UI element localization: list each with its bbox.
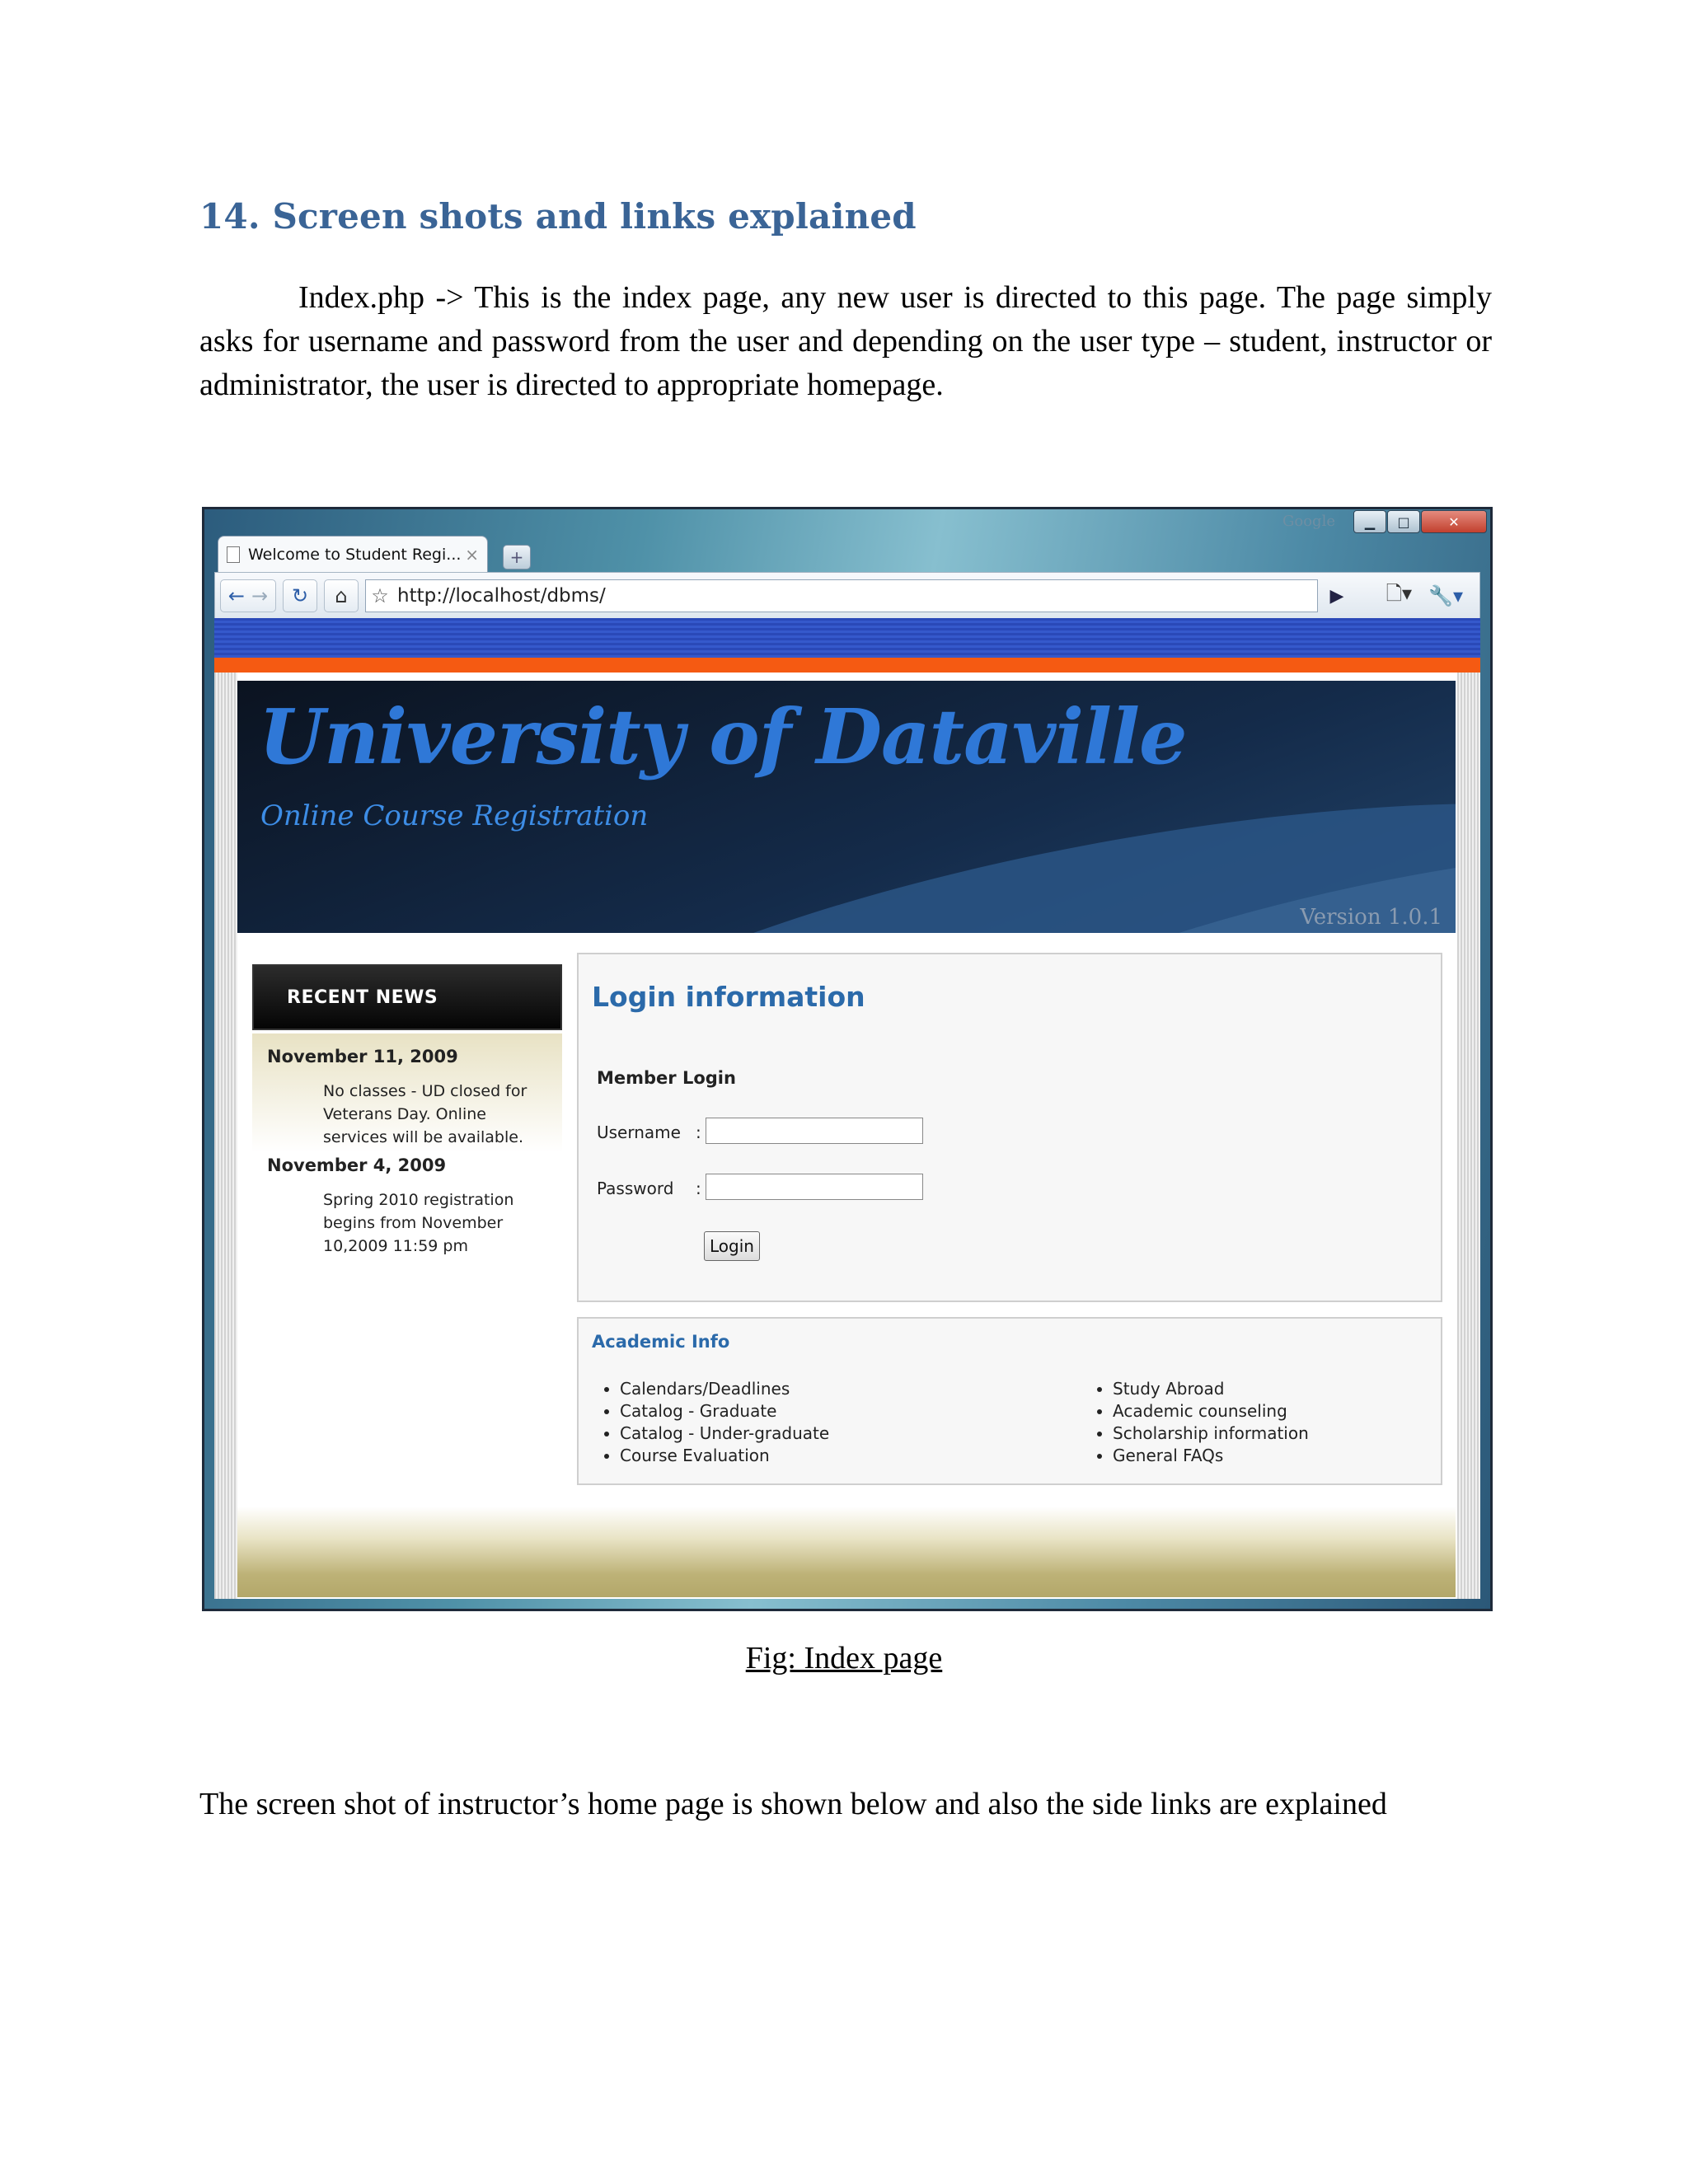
window-controls [1353, 510, 1487, 533]
site-footer-band [237, 1507, 1456, 1597]
page-icon [227, 546, 240, 563]
version-label: Version 1.0.1 [1300, 905, 1442, 930]
password-input[interactable] [706, 1174, 923, 1200]
academic-link[interactable]: • Calendars/Deadlines [620, 1378, 829, 1400]
site-title: University of Dataville [259, 692, 1187, 781]
username-input[interactable] [706, 1118, 923, 1144]
academic-info-title: Academic Info [592, 1332, 730, 1352]
browser-screenshot [202, 507, 1493, 1611]
academic-link[interactable]: • Catalog - Under-graduate [620, 1422, 829, 1445]
address-bar[interactable] [365, 579, 1318, 612]
news-text: Spring 2010 registration begins from November 10,2009 11:59 pm [323, 1191, 514, 1255]
star-icon[interactable]: ☆ [371, 584, 389, 607]
reload-icon[interactable]: ↻ [283, 579, 317, 612]
academic-info-panel [577, 1317, 1442, 1485]
figure-caption: Fig: Index page [745, 1641, 943, 1675]
right-stripe [1457, 673, 1480, 1599]
login-title: Login information [592, 981, 865, 1013]
academic-link[interactable]: • Scholarship information [1113, 1422, 1309, 1445]
username-label: Username [597, 1122, 681, 1142]
academic-link[interactable]: • Course Evaluation [620, 1445, 829, 1467]
top-blue-band [214, 618, 1480, 658]
site-subtitle: Online Course Registration [260, 799, 649, 832]
go-arrow-icon[interactable]: ▶ [1329, 585, 1344, 607]
back-forward-buttons [220, 579, 276, 612]
minimize-icon[interactable]: ▁ [1353, 510, 1386, 533]
close-window-icon[interactable]: ✕ [1421, 510, 1487, 533]
academic-link[interactable]: • General FAQs [1113, 1445, 1309, 1467]
browser-toolbar [214, 572, 1480, 618]
left-stripe [214, 673, 237, 1599]
home-icon[interactable]: ⌂ [324, 579, 359, 612]
instructor-intro-paragraph: The screen shot of instructor’s home page is shown below and also the side links are explained [199, 1787, 1387, 1821]
recent-news-panel [252, 1033, 562, 1255]
news-date: November 4, 2009 [267, 1155, 447, 1175]
academic-link[interactable]: • Academic counseling [1113, 1400, 1309, 1422]
academic-links-left [597, 1378, 829, 1467]
password-colon: : [696, 1179, 701, 1198]
new-tab-button[interactable]: + [503, 545, 531, 569]
recent-news-header: RECENT NEWS [252, 964, 562, 1030]
academic-link[interactable]: • Study Abroad [1113, 1378, 1309, 1400]
username-colon: : [696, 1122, 701, 1142]
academic-links-right [1090, 1378, 1309, 1467]
top-orange-band [214, 658, 1480, 673]
tab-title: Welcome to Student Regi... [248, 545, 462, 564]
tab-close-icon[interactable]: × [465, 544, 479, 565]
page-menu-icon[interactable]: 🗋▾ [1386, 581, 1412, 605]
news-date: November 11, 2009 [267, 1047, 458, 1066]
academic-link[interactable]: • Catalog - Graduate [620, 1400, 829, 1422]
forward-arrow-icon[interactable]: → [251, 584, 269, 607]
page-viewport [214, 618, 1480, 1599]
maximize-icon[interactable]: □ [1387, 510, 1420, 533]
browser-tab[interactable] [218, 536, 488, 572]
member-login-label: Member Login [597, 1068, 736, 1088]
login-panel [577, 953, 1442, 1302]
news-text: No classes - UD closed for Veterans Day. Online services will be available. [323, 1082, 528, 1146]
google-label: Google [1282, 513, 1335, 530]
site-banner [237, 681, 1456, 933]
back-arrow-icon[interactable]: ← [227, 584, 245, 607]
section-heading: 14. Screen shots and links explained [199, 196, 917, 237]
index-description-paragraph: Index.php -> This is the index page, any new user is directed to this page. The page simply asks for username and password from the user and depending on the user type – student, instructor or administrator, the user is directed to appropriate homepage. [199, 280, 1492, 402]
url-text: http://localhost/dbms/ [397, 585, 606, 607]
login-button[interactable]: Login [704, 1231, 760, 1261]
wrench-icon[interactable]: 🔧▾ [1428, 584, 1463, 607]
password-label: Password [597, 1179, 674, 1198]
